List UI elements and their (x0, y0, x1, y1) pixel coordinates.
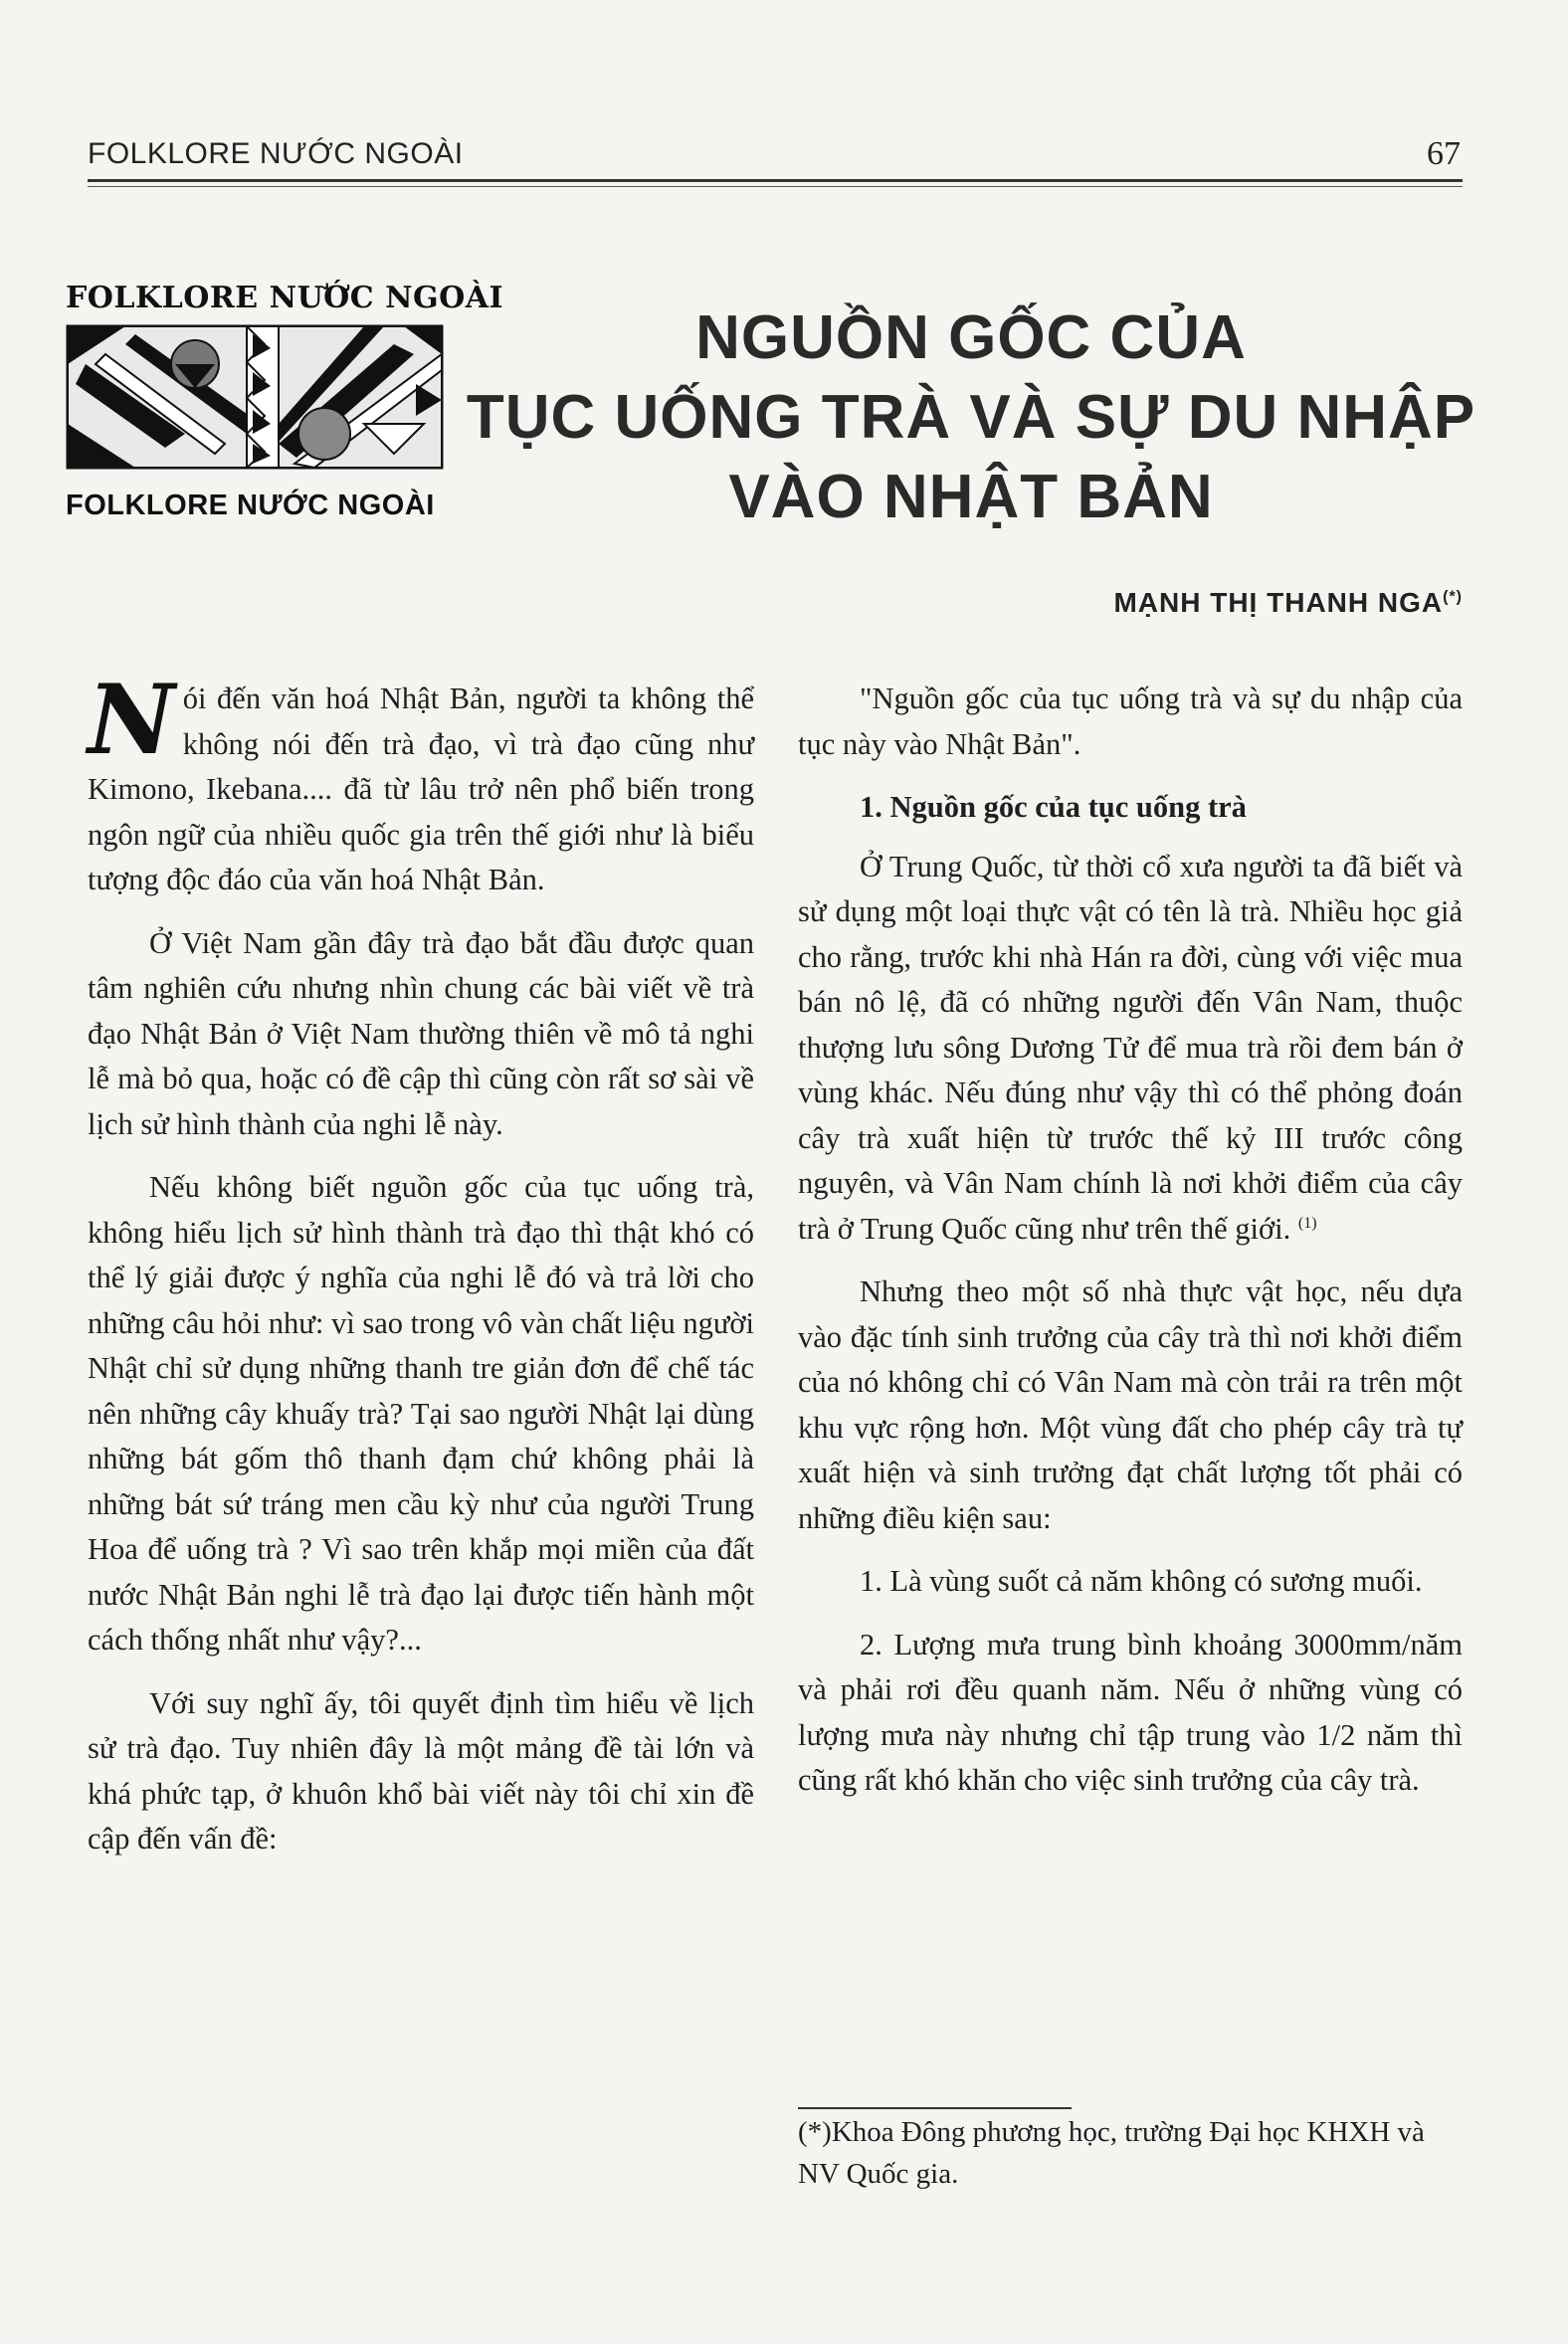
running-header (88, 131, 1461, 181)
left-column (88, 664, 754, 1880)
author-name: MẠNH THỊ THANH NGA (1113, 587, 1444, 618)
paragraph: Ở Việt Nam gần đây trà đạo bắt đầu được quan tâm nghiên cứu nhưng nhìn chung các bài viết về trà đạo Nhật Bản ở Việt Nam thường thiên về mô tả nghi lễ mà bỏ qua, hoặc có đề cập thì cũng còn rất sơ sài về lịch sử hình thành của nghi lễ này. (88, 925, 754, 1141)
drop-cap: N (88, 664, 175, 776)
logo-top-text: FOLKLORE NƯỚC NGOÀI (66, 281, 504, 315)
section-heading: 1. Nguồn gốc của tục uống trà (860, 790, 1247, 824)
paragraph-text: Ở Trung Quốc, từ thời cổ xưa người ta đã biết và sử dụng một loại thực vật có tên là trà. Nhiều học giả cho rằng, trước khi nhà Hán ra đời, cùng với việc mua bán nô lệ, đã có những người đến Vân Nam, thuộc thượng lưu sông Dương Tử để mua trà rồi đem bán ở vùng khác. Nếu đúng như vậy thì có thể phỏng đoán cây trà xuất hiện từ trước thế kỷ III trước công nguyên, và Vân Nam chính là nơi khởi điểm của cây trà ở Trung Quốc cũng như trên thế giới. (798, 849, 1463, 1246)
section-title: FOLKLORE NƯỚC NGOÀI (88, 137, 464, 170)
title-line-2: TỤC UỐNG TRÀ VÀ SỰ DU NHẬP (466, 383, 1476, 452)
paragraph-intro-text: ói đến văn hoá Nhật Bản, người ta không thể không nói đến trà đạo, vì trà đạo cũng như Kimono, Ikebana.... đã từ lâu trở nên phổ biến trong ngôn ngữ của nhiều quốc gia trên thế giới như là biểu tượng độc đáo của văn hoá Nhật Bản. (88, 682, 754, 896)
paragraph: Với suy nghĩ ấy, tôi quyết định tìm hiểu về lịch sử trà đạo. Tuy nhiên đây là một mảng đề tài lớn và khá phức tạp, ở khuôn khổ bài viết này tôi chỉ xin đề cập đến vấn đề: (88, 1685, 754, 1856)
footnote-reference: (1) (1297, 1214, 1317, 1232)
paragraph: Nếu không biết nguồn gốc của tục uống trà, không hiểu lịch sử hình thành trà đạo thì thật khó có thể lý giải được ý nghĩa của nghi lễ đó và trả lời cho những câu hỏi như: vì sao trong vô vàn chất liệu người Nhật chỉ sử dụng những thanh tre giản đơn để chế tác nên những cây khuấy trà? Tại sao người Nhật lại dùng những bát gốm thô thanh đạm chứ không phải là những bát sứ tráng men cầu kỳ như của người Trung Hoa để uống trà ? Vì sao trên khắp mọi miền của đất nước Nhật Bản nghi lễ trà đạo lại được tiến hành một cách thống nhất như vậy?... (88, 1170, 754, 1657)
article-title (454, 298, 1488, 537)
paragraph: Nhưng theo một số nhà thực vật học, nếu dựa vào đặc tính sinh trưởng của cây trà thì nơi khởi điểm của nó không chỉ có Vân Nam mà còn trải ra trên một khu vực rộng hơn. Một vùng đất cho phép cây trà tự xuất hiện và sinh trưởng đạt chất lượng tốt phải có những điều kiện sau: (798, 1274, 1463, 1535)
paragraph: "Nguồn gốc của tục uống trà và sự du nhập của tục này vào Nhật Bản". (798, 682, 1463, 761)
footnote: (*)Khoa Đông phương học, trường Đại học KHXH và NV Quốc gia. (798, 2116, 1425, 2190)
list-paragraph: 2. Lượng mưa trung bình khoảng 3000mm/năm và phải rơi đều quanh năm. Nếu ở những vùng có lượng mưa này nhưng chỉ tập trung vào 1/2 năm thì cũng rất khó khăn cho việc sinh trưởng của cây trà. (798, 1627, 1463, 1797)
section-logo (66, 281, 504, 531)
footnote-rule (798, 2107, 1072, 2109)
title-line-1: NGUỒN GỐC CỦA (695, 303, 1247, 372)
header-rule (88, 179, 1463, 182)
title-line-3: VÀO NHẬT BẢN (728, 463, 1214, 531)
page-number: 67 (1427, 135, 1461, 172)
logo-bottom-text: FOLKLORE NƯỚC NGOÀI (66, 489, 435, 521)
logo-pattern-graphic (66, 324, 444, 470)
author-footnote-mark: (*) (1443, 588, 1463, 606)
article-author (1113, 587, 1463, 619)
header-rule-thin (88, 186, 1463, 187)
right-column (798, 677, 1463, 1822)
list-paragraph: 1. Là vùng suốt cả năm không có sương muối. (860, 1564, 1423, 1598)
paragraph (798, 845, 1463, 1253)
paragraph-intro (88, 664, 754, 903)
